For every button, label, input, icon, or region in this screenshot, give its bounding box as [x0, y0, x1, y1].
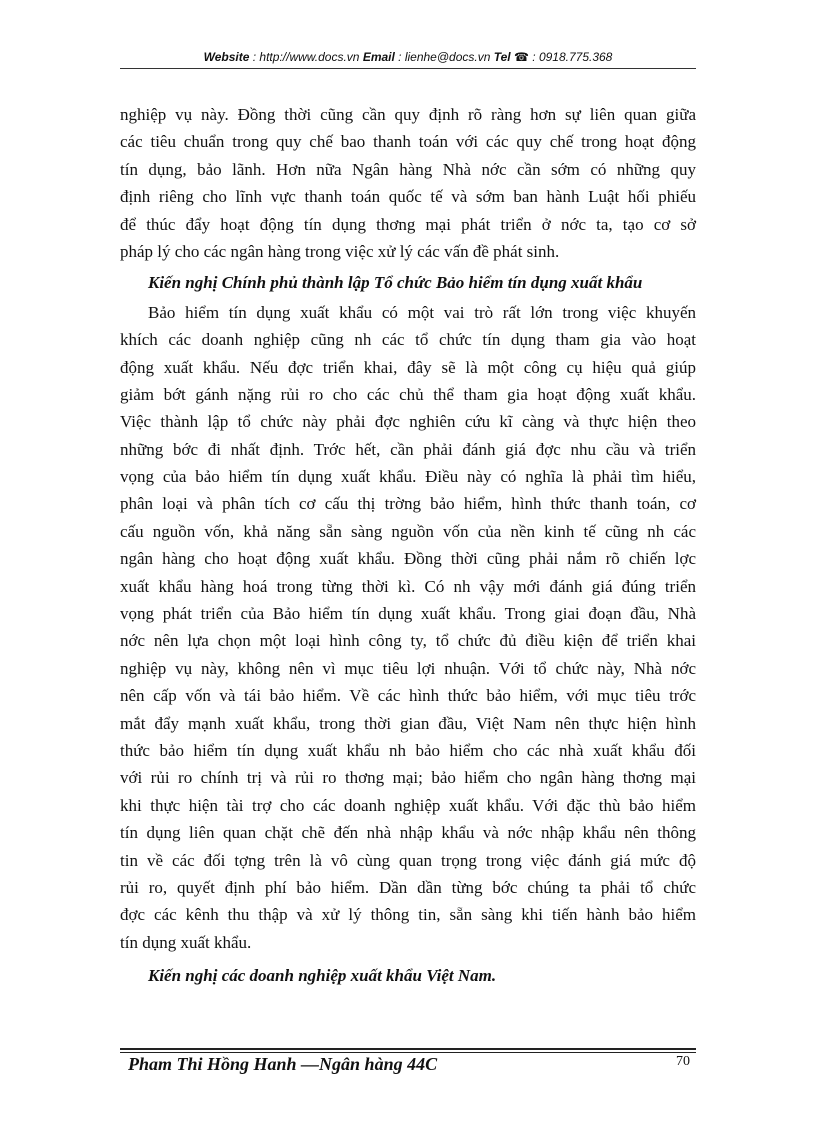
document-body: [120, 101, 696, 992]
email-value[interactable]: : lienhe@docs.vn: [394, 50, 494, 64]
page-number: 70: [676, 1054, 690, 1069]
paragraph-line: tín dụng, bảo lãnh. Hơn nữa Ngân hàng Nhà nớc cần sớm có những quy: [120, 159, 696, 179]
tel-value: : 0918.775.368: [528, 50, 613, 64]
paragraph-line: Việc thành lập tổ chức này phải đợc nghiên cứu kĩ càng và thực hiện theo: [120, 412, 696, 432]
paragraph-line: mắt đẩy mạnh xuất khẩu, trong thời gian đầu, Việt Nam nên thực hiện hình: [120, 713, 696, 733]
paragraph-line: tín dụng xuất khẩu.: [120, 932, 252, 952]
paragraph-2: [120, 299, 696, 956]
website-label: Website: [203, 50, 250, 64]
paragraph-line: phân loại và phân tích cơ cấu thị trờng bảo hiểm, hình thức thanh toán, cơ: [120, 494, 696, 514]
paragraph-line: nớc nên lựa chọn một loại hình công ty, tổ chức đủ điều kiện để triển khai: [120, 631, 696, 651]
paragraph-line: cấu nguồn vốn, khả năng sẵn sàng nguồn vốn của nền kinh tế cũng nh các: [120, 521, 696, 541]
paragraph-line: khi thực hiện tài trợ cho các doanh nghiệp xuất khẩu. Với đặc thù bảo hiểm: [120, 795, 696, 815]
paragraph-line: các tiêu chuẩn trong quy chế bao thanh toán với các quy chế trong hoạt động: [120, 132, 696, 152]
page-header: [0, 50, 816, 64]
section-heading: Kiến nghị Chính phủ thành lập Tổ chức Bảo hiểm tín dụng xuất khẩu: [148, 273, 643, 293]
phone-icon: ☎: [513, 50, 529, 64]
paragraph-line: pháp lý cho các ngân hàng trong việc xử lý các vấn đề phát sinh.: [120, 241, 560, 261]
paragraph-line: vọng của bảo hiểm tín dụng xuất khẩu. Điều này có nghĩa là phải tìm hiểu,: [120, 467, 696, 487]
paragraph-line: khích các doanh nghiệp cũng nh các tổ chức tín dụng tham gia vào hoạt: [120, 330, 696, 350]
paragraph-line: nên cấp vốn và tái bảo hiểm. Về các hình thức bảo hiểm, với mục tiêu trớc: [120, 686, 696, 706]
paragraph-line: xuất khẩu hàng hoá trong từng thời kì. Có nh vậy mới đánh giá đúng triển: [120, 576, 696, 596]
paragraph-line: ngân hàng cho hoạt động xuất khẩu. Đồng thời cũng phải nắm rõ chiến lợc: [120, 549, 696, 569]
footer-rule: [120, 1048, 696, 1050]
footer-author: Pham Thi Hồng Hanh —Ngân hàng 44C: [128, 1054, 438, 1074]
paragraph-line: định riêng cho lĩnh vực thanh toán quốc tế và sớm ban hành Luật hối phiếu: [120, 187, 696, 207]
paragraph-line: giảm bớt gánh nặng rủi ro cho các chủ thể tham gia hoạt động xuất khẩu.: [120, 384, 696, 404]
paragraph-line: nghiệp vụ này, không nên vì mục tiêu lợi nhuận. Với tổ chức này, Nhà nớc: [120, 658, 696, 678]
paragraph-line: vọng phát triển của Bảo hiểm tín dụng xuất khẩu. Trong giai đoạn đầu, Nhà: [120, 604, 696, 624]
paragraph-line: thức bảo hiểm tín dụng xuất khẩu nh bảo hiểm cho các nhà xuất khẩu đối: [120, 740, 696, 760]
paragraph-line: tin về các đối tợng trên là vô cùng quan trọng trong việc đánh giá mức độ: [120, 850, 696, 870]
paragraph-line: Bảo hiểm tín dụng xuất khẩu có một vai trò rất lớn trong việc khuyến: [148, 302, 696, 322]
paragraph-line: tín dụng liên quan chặt chẽ đến nhà nhập khẩu và nớc nhập khẩu nên thông: [120, 823, 696, 843]
website-value[interactable]: : http://www.docs.vn: [249, 50, 363, 64]
footer-rule: [120, 1052, 696, 1053]
paragraph-line: nghiệp vụ này. Đồng thời cũng cần quy định rõ ràng hơn sự liên quan giữa: [120, 105, 696, 124]
paragraph-line: với rủi ro chính trị và rủi ro thơng mại; bảo hiểm cho ngân hàng thơng mại: [120, 768, 696, 788]
paragraph-1: [120, 101, 696, 265]
paragraph-line: đợc các kênh thu thập và xử lý thông tin, sẵn sàng khi tiến hành bảo hiểm: [120, 905, 696, 925]
tel-label: Tel: [493, 50, 511, 64]
paragraph-line: những bớc đi nhất định. Trớc hết, cần phải đánh giá đợc nhu cầu và triển: [120, 439, 696, 459]
paragraph-line: động xuất khẩu. Nếu đợc triển khai, đây sẽ là một công cụ hiệu quả giúp: [120, 357, 696, 377]
section-heading: Kiến nghị các doanh nghiệp xuất khẩu Việt Nam.: [148, 966, 497, 986]
paragraph-line: để thúc đẩy hoạt động tín dụng thơng mại phát triển ở nớc ta, tạo cơ sở: [120, 214, 696, 234]
paragraph-line: rủi ro, quyết định phí bảo hiểm. Dần dần từng bớc chúng ta phải tổ chức: [120, 877, 696, 897]
header-rule: [120, 68, 696, 69]
email-label: Email: [362, 50, 395, 64]
